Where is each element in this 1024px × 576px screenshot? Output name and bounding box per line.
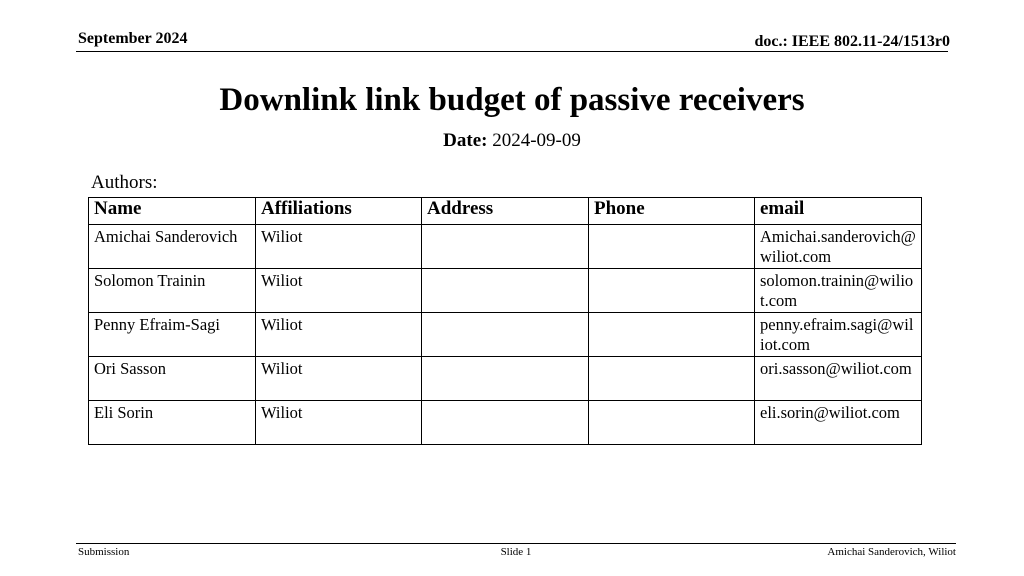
author-address — [422, 269, 589, 313]
table-row — [89, 401, 922, 445]
header-doc-id: doc.: IEEE 802.11-24/1513r0 — [754, 33, 950, 50]
author-phone — [589, 401, 755, 445]
author-name: Ori Sasson — [89, 357, 256, 401]
table-row — [89, 269, 922, 313]
header-address: Address — [422, 198, 589, 225]
date-label: Date: — [443, 130, 488, 151]
author-name: Eli Sorin — [89, 401, 256, 445]
table-row — [89, 225, 922, 269]
author-phone — [589, 313, 755, 357]
author-affiliation: Wiliot — [256, 225, 422, 269]
authors-table — [88, 197, 922, 445]
authors-label: Authors: — [91, 172, 158, 193]
author-affiliation: Wiliot — [256, 401, 422, 445]
author-email: eli.sorin@wiliot.com — [755, 401, 922, 445]
author-address — [422, 357, 589, 401]
footer-slide-number: Slide 1 — [500, 546, 532, 558]
author-address — [422, 401, 589, 445]
header-divider — [76, 51, 948, 52]
table-row — [89, 313, 922, 357]
author-name: Solomon Trainin — [89, 269, 256, 313]
author-phone — [589, 225, 755, 269]
author-email: Amichai.sanderovich@wiliot.com — [755, 225, 922, 269]
author-email: solomon.trainin@wiliot.com — [755, 269, 922, 313]
author-name: Penny Efraim-Sagi — [89, 313, 256, 357]
author-email: ori.sasson@wiliot.com — [755, 357, 922, 401]
date-value: 2024-09-09 — [492, 130, 581, 151]
author-phone — [589, 269, 755, 313]
header-date: September 2024 — [78, 30, 188, 47]
author-email: penny.efraim.sagi@wiliot.com — [755, 313, 922, 357]
header-email: email — [755, 198, 922, 225]
author-name: Amichai Sanderovich — [89, 225, 256, 269]
header-name: Name — [89, 198, 256, 225]
author-affiliation: Wiliot — [256, 357, 422, 401]
author-address — [422, 225, 589, 269]
footer-author: Amichai Sanderovich, Wiliot — [827, 546, 956, 558]
header-phone: Phone — [589, 198, 755, 225]
author-affiliation: Wiliot — [256, 313, 422, 357]
author-phone — [589, 357, 755, 401]
table-row — [89, 357, 922, 401]
table-header-row — [89, 198, 922, 225]
author-affiliation: Wiliot — [256, 269, 422, 313]
slide-title: Downlink link budget of passive receivers — [219, 82, 805, 118]
footer-submission: Submission — [78, 546, 130, 558]
author-address — [422, 313, 589, 357]
date-line — [0, 130, 1024, 152]
footer-divider — [76, 543, 956, 544]
header-affiliations: Affiliations — [256, 198, 422, 225]
